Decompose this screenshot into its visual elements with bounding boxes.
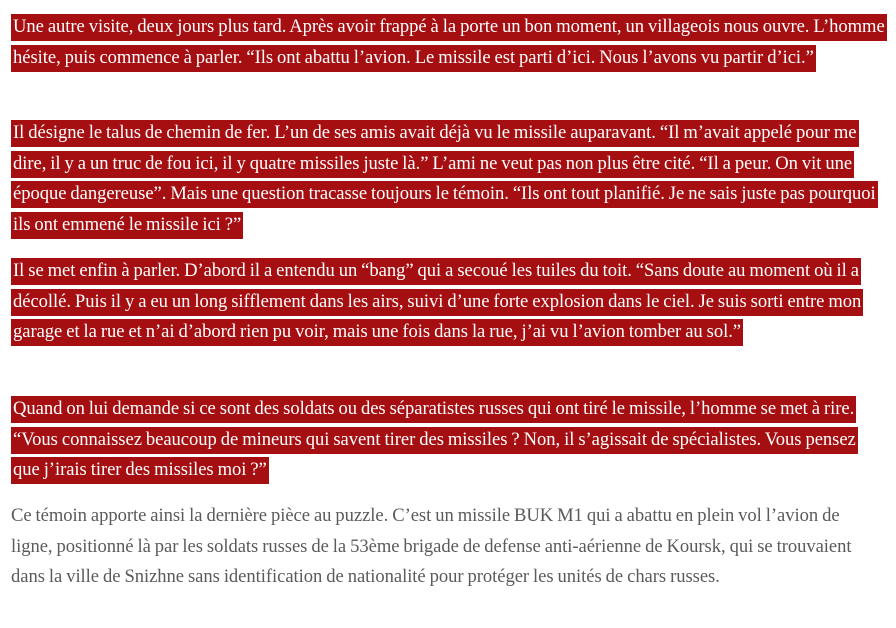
highlighted-paragraph-2 (11, 118, 885, 240)
highlighted-paragraph-4 (11, 394, 885, 486)
highlighted-paragraph-1 (11, 12, 885, 73)
highlighted-text: Il se met enfin à parler. D’abord il a entendu un “bang” qui a secoué les tuiles du toit. “Sans doute au moment où il a décollé. Puis il y a eu un long sifflement dans les airs, suivi d’une forte explosion dans le ciel. Je suis sorti entre mon garage et la rue et n’ai d’abord rien pu voir, mais une fois dans la rue, j’ai vu l’avion tomber au sol.” (11, 258, 863, 346)
highlighted-text: Quand on lui demande si ce sont des soldats ou des séparatistes russes qui ont tiré le missile, l’homme se met à rire. “Vous connaissez beaucoup de mineurs qui savent tirer des missiles ? Non, il s’agissait de spécialistes. Vous pensez que j’irais tirer des missiles moi ?” (11, 396, 858, 484)
highlighted-text: Il désigne le talus de chemin de fer. L’un de ses amis avait déjà vu le missile auparavant. “Il m’avait appelé pour me dire, il y a un truc de fou ici, il y quatre missiles juste là.” L’ami ne veut pas non plus être cité. “Il a peur. On vit une époque dangereuse”. Mais une question tracasse toujours le témoin. “Ils ont tout planifié. Je ne sais juste pas pourquoi ils ont emmené le missile ici ?” (11, 120, 878, 239)
highlighted-paragraph-3 (11, 256, 885, 348)
highlighted-text: Une autre visite, deux jours plus tard. Après avoir frappé à la porte un bon moment, un villageois nous ouvre. L’homme hésite, puis commence à parler. “Ils ont abattu l’avion. Le missile est parti d’ici. Nous l’avons vu partir d’ici.” (11, 14, 887, 72)
body-paragraph: Ce témoin apporte ainsi la dernière pièce au puzzle. C’est un missile BUK M1 qui a abattu en plein vol l’avion de ligne, positionné là par les soldats russes de la 53ème brigade de defense anti-aérienne de Koursk, qui se trouvaient dans la ville de Snizhne sans identification de nationalité pour protéger les unités de chars russes. (11, 505, 852, 588)
